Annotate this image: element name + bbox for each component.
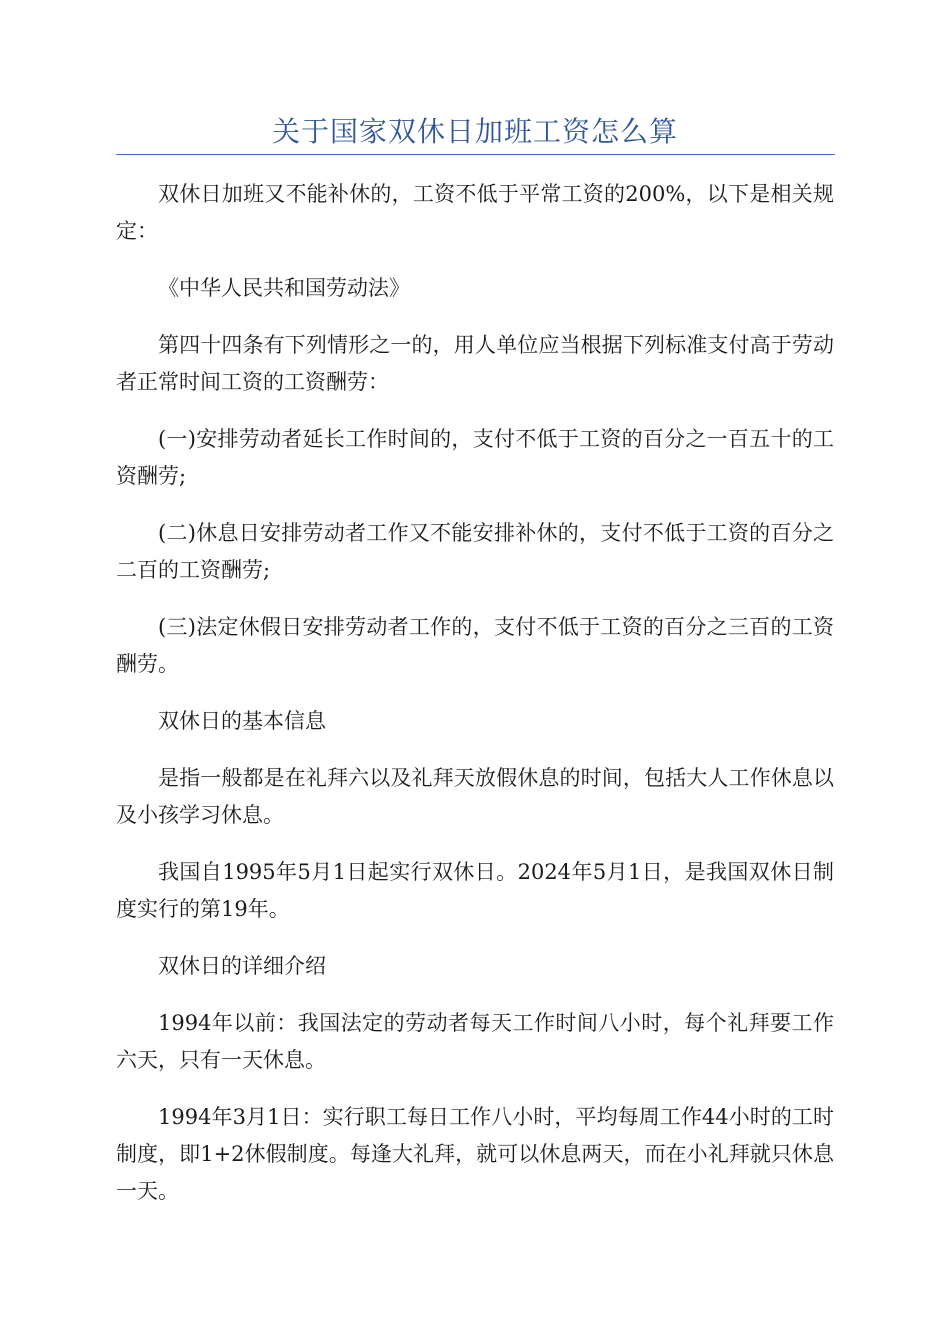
paragraph-clause-1: (一)安排劳动者延长工作时间的，支付不低于工资的百分之一百五十的工资酬劳;: [116, 427, 834, 488]
paragraph-clause-2: (二)休息日安排劳动者工作又不能安排补休的，支付不低于工资的百分之二百的工资酬劳;: [116, 521, 834, 582]
paragraph-before-1994: 1994年以前：我国法定的劳动者每天工作时间八小时，每个礼拜要工作六天，只有一天休息。: [116, 1011, 834, 1072]
section-heading-details: 双休日的详细介绍: [158, 954, 326, 978]
paragraph-definition: 是指一般都是在礼拜六以及礼拜天放假休息的时间，包括大人工作休息以及小孩学习休息。: [116, 766, 834, 827]
paragraph-1994-march: 1994年3月1日：实行职工每日工作八小时，平均每周工作44小时的工时制度，即1+2休假制度。每逢大礼拜，就可以休息两天，而在小礼拜就只休息一天。: [116, 1105, 834, 1203]
title-underline: [116, 154, 835, 155]
document-body: [116, 176, 834, 1230]
paragraph-law-title: 《中华人民共和国劳动法》: [158, 276, 410, 300]
paragraph-history: 我国自1995年5月1日起实行双休日。2024年5月1日，是我国双休日制度实行的第19年。: [116, 860, 834, 921]
paragraph-clause-3: (三)法定休假日安排劳动者工作的，支付不低于工资的百分之三百的工资酬劳。: [116, 615, 834, 676]
paragraph-intro: 双休日加班又不能补休的，工资不低于平常工资的200%，以下是相关规定：: [116, 182, 834, 243]
document-title: 关于国家双休日加班工资怎么算: [271, 115, 678, 148]
section-heading-basic-info: 双休日的基本信息: [158, 709, 326, 733]
paragraph-article-44: 第四十四条有下列情形之一的，用人单位应当根据下列标准支付高于劳动者正常时间工资的工资酬劳：: [116, 333, 834, 394]
